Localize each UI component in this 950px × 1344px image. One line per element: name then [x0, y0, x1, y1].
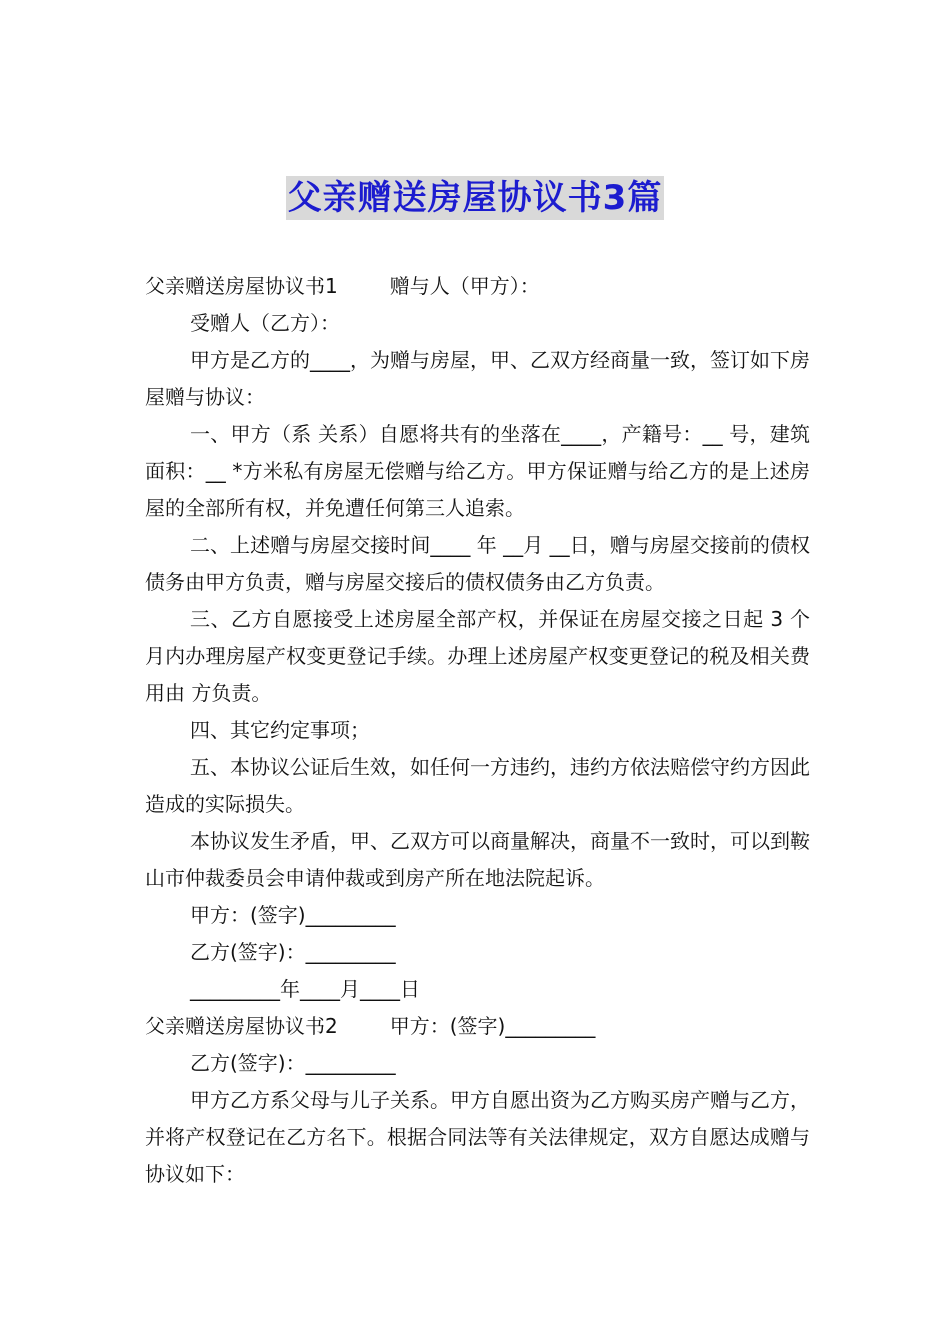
doc1-clause-3: 三、乙方自愿接受上述房屋全部产权，并保证在房屋交接之日起 3 个月内办理房屋产权变更登记手续。办理上述房屋产权变更登记的税及相关费用由 方负责。: [145, 607, 810, 705]
doc1-sign-a: 甲方：(签字)_________: [190, 903, 396, 927]
doc1-paragraph-1: 甲方是乙方的____，为赠与房屋，甲、乙双方经商量一致，签订如下房屋赠与协议：: [145, 348, 810, 409]
doc1-heading: 父亲赠送房屋协议书1: [145, 274, 338, 298]
document-title: 父亲赠送房屋协议书3篇: [287, 178, 663, 218]
doc1-clause-5: 五、本协议公证后生效，如任何一方违约，违约方依法赔偿守约方因此造成的实际损失。: [145, 755, 810, 816]
doc1-clause-2: 二、上述赠与房屋交接时间____ 年 __月 __日，赠与房屋交接前的债权债务由甲方负责，赠与房屋交接后的债权债务由乙方负责。: [145, 533, 810, 594]
title-wrap: [0, 176, 950, 220]
doc2-sign-b: 乙方(签字)：_________: [190, 1051, 396, 1075]
doc2-sign-a: 甲方：(签字)_________: [389, 1014, 596, 1038]
doc2-paragraph-1: 甲方乙方系父母与儿子关系。甲方自愿出资为乙方购买房产赠与乙方，并将产权登记在乙方名下。根据合同法等有关法律规定，双方自愿达成赠与协议如下：: [145, 1088, 810, 1186]
document-body: [145, 268, 810, 1193]
doc1-donor: 赠与人（甲方）：: [389, 274, 540, 298]
doc2-heading: 父亲赠送房屋协议书2: [145, 1014, 338, 1038]
doc1-sign-b: 乙方(签字)：_________: [190, 940, 396, 964]
doc1-clause-1: 一、甲方（系 关系）自愿将共有的坐落在____，产籍号：__ 号，建筑面积：__ *方米私有房屋无偿赠与给乙方。甲方保证赠与给乙方的是上述房屋的全部所有权，并免遭任何第三人追索。: [145, 422, 810, 520]
doc1-heading-line: [145, 268, 810, 305]
doc1-dispute-paragraph: 本协议发生矛盾，甲、乙双方可以商量解决，商量不一致时，可以到鞍山市仲裁委员会申请仲裁或到房产所在地法院起诉。: [145, 829, 810, 890]
doc2-heading-line: [145, 1008, 810, 1045]
doc1-clause-4: 四、其它约定事项；: [190, 718, 370, 742]
doc1-donee: 受赠人（乙方）：: [190, 311, 340, 335]
doc1-date: _________年____月____日: [190, 977, 420, 1001]
